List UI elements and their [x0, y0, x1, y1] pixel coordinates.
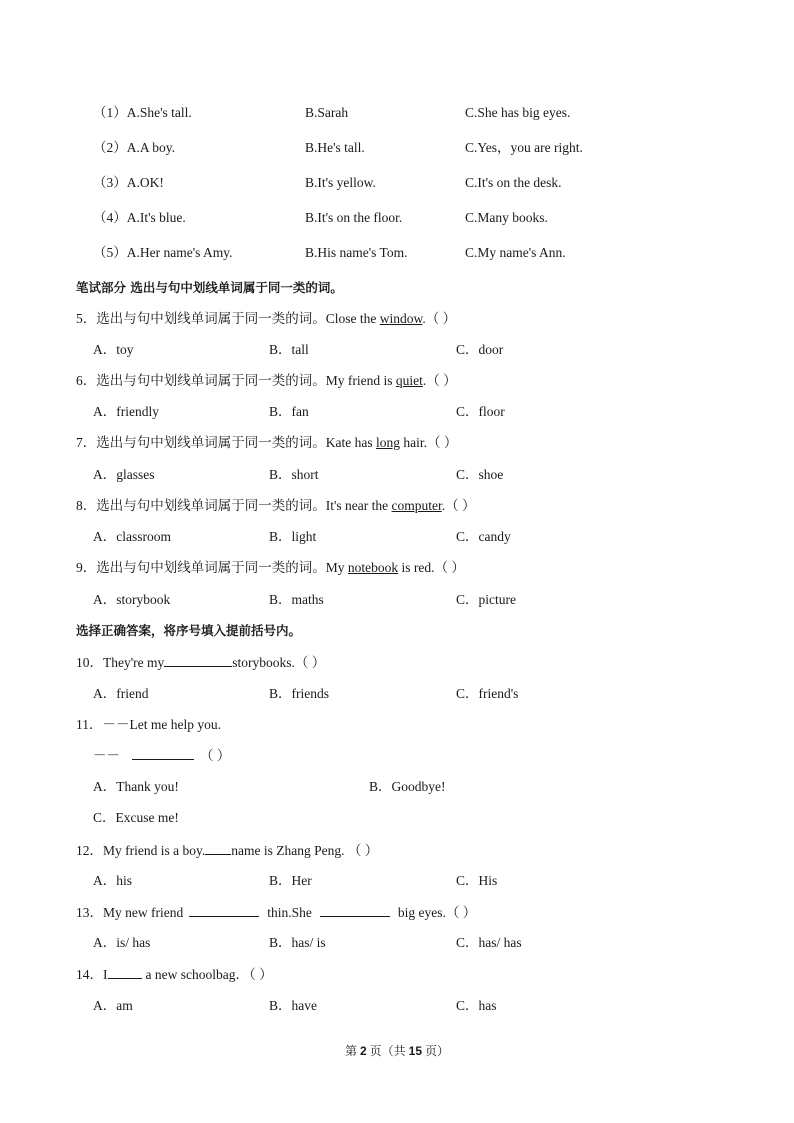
option-c: C.Yes，you are right.: [465, 140, 583, 155]
listening-row: [93, 244, 233, 262]
option-b: B．friends: [269, 686, 329, 701]
option-c: C．friend's: [456, 686, 519, 701]
question-number: 9．: [76, 560, 97, 575]
option-c: C．door: [456, 342, 504, 357]
page-footer: [0, 1042, 794, 1059]
row-number: （5）: [93, 245, 127, 260]
sentence-text: 12．My friend is a boy.: [76, 843, 206, 858]
option-a: A．Thank you!: [93, 779, 179, 794]
option-c: C．floor: [456, 404, 505, 419]
option-b: B．Goodbye!: [369, 779, 446, 794]
answer-bracket: is red.（ ）: [398, 560, 465, 575]
answer-bracket: .（ ）: [422, 373, 457, 388]
option-a: A．storybook: [93, 592, 171, 607]
question-8: [76, 497, 476, 515]
fill-blank[interactable]: [132, 746, 194, 760]
question-number: 5．: [76, 311, 97, 326]
question-6: [76, 372, 457, 390]
option-c: C．His: [456, 873, 498, 888]
listening-row: [93, 209, 186, 227]
option-a: A．toy: [93, 342, 134, 357]
question-prompt: 选出与句中划线单词属于同一类的词。: [96, 498, 326, 513]
option-c: C．picture: [456, 592, 516, 607]
row-number: （1）: [93, 105, 127, 120]
option-b: B．light: [269, 529, 317, 544]
sentence-text: 10．They're my: [76, 655, 165, 670]
underlined-word: notebook: [347, 560, 399, 575]
question-prompt: 选出与句中划线单词属于同一类的词。: [96, 435, 326, 450]
answer-bracket: .（ ）: [441, 498, 476, 513]
question-13: [76, 903, 476, 922]
row-number: （2）: [93, 140, 127, 155]
question-number: 7．: [76, 435, 97, 450]
question-10: [76, 653, 325, 672]
sentence-text: name is Zhang Peng. （ ）: [231, 843, 379, 858]
fill-blank[interactable]: [205, 841, 231, 855]
option-b: B．tall: [269, 342, 309, 357]
option-a: A.Her name's Amy.: [126, 245, 233, 260]
option-a: A．is/ has: [93, 935, 151, 950]
fill-blank[interactable]: [108, 965, 142, 979]
option-b: B．Her: [269, 873, 312, 888]
option-c: C．Excuse me!: [93, 810, 179, 825]
sentence-text: a new schoolbag．（ ）: [145, 967, 273, 982]
question-14: [76, 965, 273, 984]
question-12: [76, 841, 378, 860]
sentence-text: Kate has: [325, 435, 376, 450]
dash: －－: [93, 748, 120, 763]
section-heading: 笔试部分 选出与句中划线单词属于同一类的词。: [76, 280, 343, 295]
option-c: C．has/ has: [456, 935, 522, 950]
option-b: B．short: [269, 467, 319, 482]
question-9: [76, 559, 465, 577]
option-a: A.A boy.: [126, 140, 176, 155]
question-7: [76, 434, 457, 452]
option-a: A．friend: [93, 686, 149, 701]
sentence-text: storybooks.（ ）: [232, 655, 326, 670]
option-b: B．has/ is: [269, 935, 326, 950]
option-a: A．friendly: [93, 404, 159, 419]
option-a: A．am: [93, 998, 133, 1013]
option-a: A．glasses: [93, 467, 155, 482]
fill-blank[interactable]: [189, 903, 259, 917]
underlined-word: computer: [391, 498, 442, 513]
footer-text: 第: [344, 1044, 357, 1058]
option-a: A.It's blue.: [126, 210, 186, 225]
option-a: A.She's tall.: [126, 105, 192, 120]
listening-row: [93, 104, 192, 122]
option-c: C.My name's Ann.: [465, 245, 566, 260]
option-b: B．maths: [269, 592, 324, 607]
sentence-text: Close the: [325, 311, 380, 326]
question-number: 6．: [76, 373, 97, 388]
footer-text: 页）: [425, 1044, 450, 1058]
option-b: B．fan: [269, 404, 309, 419]
option-a: A．classroom: [93, 529, 171, 544]
footer-text: 页（共: [369, 1044, 406, 1058]
page-number: 2: [359, 1044, 367, 1058]
sentence-text: My: [325, 560, 348, 575]
option-b: B.He's tall.: [305, 140, 365, 155]
sentence-text: It's near the: [325, 498, 392, 513]
option-c: C．has: [456, 998, 497, 1013]
sentence-text: big eyes.（ ）: [397, 905, 477, 920]
option-c: C．candy: [456, 529, 511, 544]
sentence-text: thin.She: [267, 905, 312, 920]
option-b: B.It's on the floor.: [305, 210, 403, 225]
option-a: A．his: [93, 873, 133, 888]
fill-blank[interactable]: [320, 903, 390, 917]
underlined-word: window: [379, 311, 423, 326]
option-b: B.His name's Tom.: [305, 245, 408, 260]
answer-bracket: （ ）: [200, 748, 231, 763]
sentence-text: My friend is: [325, 373, 396, 388]
question-prompt: 选出与句中划线单词属于同一类的词。: [96, 311, 326, 326]
option-b: B.It's yellow.: [305, 175, 376, 190]
row-number: （3）: [93, 175, 127, 190]
question-5: [76, 310, 456, 328]
option-b: B．have: [269, 998, 317, 1013]
fill-blank[interactable]: [164, 653, 232, 667]
listening-row: [93, 174, 164, 192]
answer-bracket: hair.（ ）: [400, 435, 458, 450]
option-c: C.It's on the desk.: [465, 175, 562, 190]
total-pages: 15: [408, 1044, 423, 1058]
underlined-word: long: [375, 435, 400, 450]
sentence-text: 14．I: [76, 967, 108, 982]
option-c: C.She has big eyes.: [465, 105, 571, 120]
answer-bracket: .（ ）: [422, 311, 457, 326]
listening-row: [93, 139, 175, 157]
question-11: 11．－－Let me help you.: [76, 717, 221, 732]
option-c: C．shoe: [456, 467, 504, 482]
question-11-response: [93, 746, 230, 765]
row-number: （4）: [93, 210, 127, 225]
sentence-text: 13．My new friend: [76, 905, 184, 920]
question-prompt: 选出与句中划线单词属于同一类的词。: [96, 560, 326, 575]
option-c: C.Many books.: [465, 210, 548, 225]
question-prompt: 选出与句中划线单词属于同一类的词。: [96, 373, 326, 388]
option-a: A.OK!: [126, 175, 164, 190]
section-heading: 选择正确答案，将序号填入提前括号内。: [76, 623, 302, 638]
question-number: 8．: [76, 498, 97, 513]
underlined-word: quiet: [395, 373, 423, 388]
option-b: B.Sarah: [305, 105, 349, 120]
